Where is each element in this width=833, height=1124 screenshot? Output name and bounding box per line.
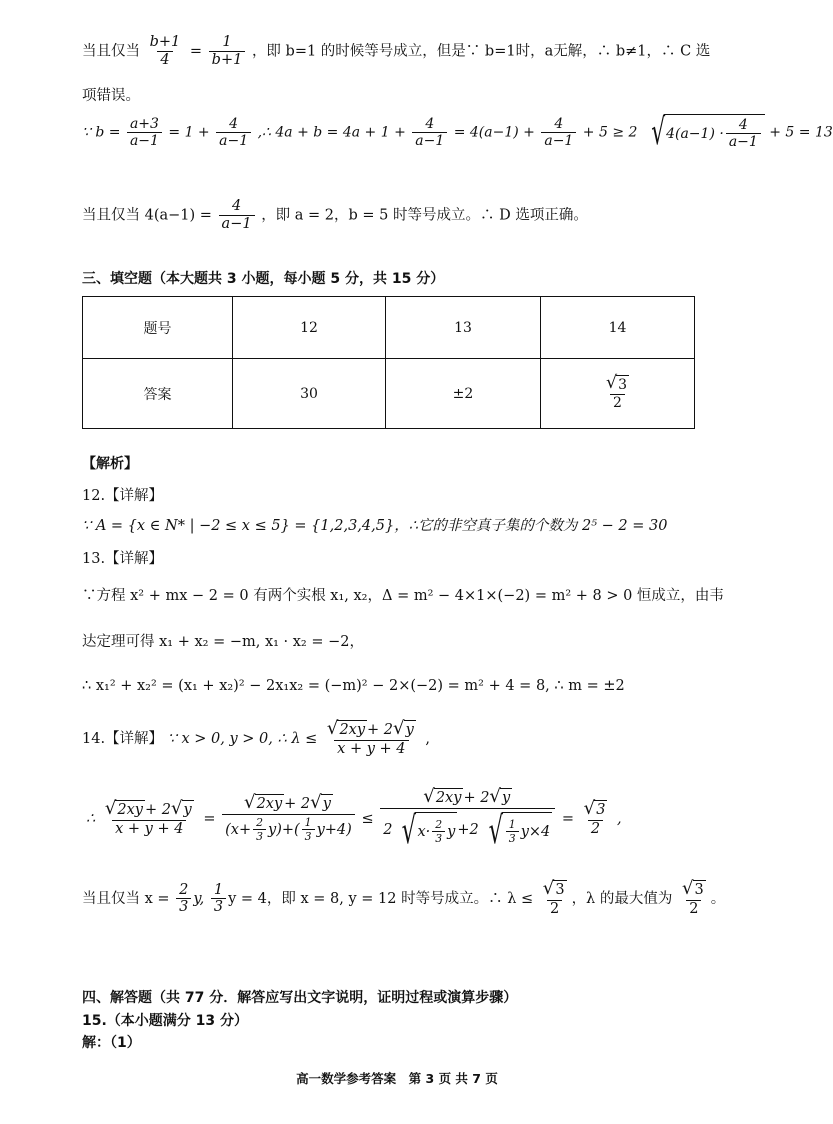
fraction: √ 2xy + 2 √ y 2 √ x· $\frac{2}{3}$ y +2 √ $\frac{1}{3}$ y×4 bbox=[380, 788, 555, 850]
table-cell: 答案 bbox=[83, 359, 233, 429]
equals-sign: = bbox=[203, 810, 216, 827]
problem-12-heading: 12.【详解】 bbox=[82, 488, 164, 504]
denominator: b+1 bbox=[209, 51, 246, 69]
equality-condition-line bbox=[82, 880, 725, 918]
math-segment: + 2 bbox=[284, 796, 311, 812]
problem-13-line-2: 达定理可得 x₁ + x₂ = −m, x₁ · x₂ = −2， bbox=[82, 634, 364, 650]
therefore-sign: ∴ bbox=[86, 810, 96, 827]
table-row bbox=[83, 359, 695, 429]
denominator: a−1 bbox=[219, 215, 255, 233]
radical-sign: √ bbox=[651, 110, 666, 153]
equals-sign: = bbox=[561, 810, 575, 827]
numerator: 4 bbox=[231, 198, 242, 214]
numerator: 4 bbox=[425, 115, 435, 132]
text-line-2: 项错误。 bbox=[82, 88, 140, 104]
fraction bbox=[219, 198, 255, 233]
math-segment: + 2 bbox=[367, 721, 394, 738]
math-segment: y, bbox=[193, 891, 205, 908]
numerator: a+3 bbox=[129, 115, 159, 132]
denominator: 4 bbox=[157, 51, 172, 69]
text-segment: 当且仅当 x = bbox=[82, 891, 170, 908]
denominator: 2 √ x· $\frac{2}{3}$ y +2 √ $\frac{1}{3}$ y×4 bbox=[380, 808, 555, 850]
numerator: 4 bbox=[229, 115, 239, 132]
radicand: 2xy bbox=[339, 722, 366, 738]
math-segment: ∵ x > 0, y > 0, ∴ λ ≤ bbox=[167, 731, 318, 748]
radicand: 2xy bbox=[435, 790, 462, 806]
fraction bbox=[412, 116, 447, 150]
text-line-1 bbox=[82, 34, 710, 69]
table-cell: 题号 bbox=[83, 297, 233, 359]
radicand: 2xy bbox=[256, 796, 283, 813]
analysis-label: 【解析】 bbox=[82, 456, 138, 472]
math-segment: + 5 = 13 bbox=[769, 124, 833, 141]
fraction bbox=[603, 375, 632, 412]
radicand: y bbox=[501, 790, 511, 806]
fraction bbox=[147, 34, 184, 69]
text-segment: 。 bbox=[710, 891, 726, 908]
text-segment: ，即 b=1 的时候等号成立，但是∵ b=1时，a无解，∴ b≠1，∴ C 选 bbox=[251, 43, 711, 60]
answer-table bbox=[82, 296, 695, 429]
fraction bbox=[726, 117, 761, 151]
punctuation: , bbox=[617, 810, 622, 827]
fraction: $\frac{1}{3}$ bbox=[211, 882, 226, 917]
section-heading-solutions: 四、解答题（共 77 分．解答应写出文字说明，证明过程或演算步骤） bbox=[82, 990, 518, 1006]
numerator: b+1 bbox=[149, 34, 181, 50]
text-segment: 当且仅当 4(a−1) = bbox=[82, 207, 212, 224]
problem-14-line-2 bbox=[86, 788, 622, 850]
math-segment: + 2 bbox=[145, 801, 171, 818]
math-segment: = 4(a−1) + bbox=[453, 124, 535, 141]
problem-13-line-1: ∵方程 x² + mx − 2 = 0 有两个实根 x₁, x₂，Δ = m² − 4×1×(−2) = m² + 8 > 0 恒成立，由韦 bbox=[82, 588, 724, 604]
problem-13-line-3: ∴ x₁² + x₂² = (x₁ + x₂)² − 2x₁x₂ = (−m)² − 2×(−2) = m² + 4 = 8, ∴ m = ±2 bbox=[82, 678, 625, 694]
text-segment: y = 4，即 x = 8, y = 12 时等号成立。∴ λ ≤ bbox=[228, 891, 534, 908]
math-segment: + 2 bbox=[463, 789, 490, 806]
math-segment: + 5 ≥ 2 bbox=[582, 124, 638, 141]
solution-label: 解：（1） bbox=[82, 1035, 141, 1051]
denominator: x + y + 4 bbox=[112, 820, 186, 838]
denominator: a−1 bbox=[726, 133, 761, 151]
fraction bbox=[216, 116, 251, 150]
question-15-heading: 15.（本小题满分 13 分） bbox=[82, 1013, 249, 1029]
numerator: 4 bbox=[554, 115, 564, 132]
fraction: √ 2xy + 2 √ y (x+ $\frac{2}{3}$ y)+( $\frac{1}{3}$ y+4) bbox=[222, 794, 355, 843]
section-heading-fill-in: 三、填空题（本大题共 3 小题，每小题 5 分，共 15 分） bbox=[82, 271, 445, 287]
table-cell: 12 bbox=[233, 297, 386, 359]
problem-12-body: ∵ A = {x ∈ N* | −2 ≤ x ≤ 5} = {1,2,3,4,5}，∴它的非空真子集的个数为 2⁵ − 2 = 30 bbox=[82, 518, 668, 534]
table-cell: ±2 bbox=[386, 359, 541, 429]
numerator: 4 bbox=[738, 117, 748, 133]
radicand: y bbox=[322, 796, 331, 813]
square-root bbox=[642, 110, 765, 153]
denominator: 2 bbox=[610, 394, 625, 412]
fraction bbox=[127, 116, 162, 150]
radicand: y bbox=[183, 801, 192, 818]
numerator: 1 bbox=[222, 34, 232, 50]
math-line-3 bbox=[82, 110, 833, 153]
table-cell: 13 bbox=[386, 297, 541, 359]
text-segment: ，即 a = 2，b = 5 时等号成立。∴ D 选项正确。 bbox=[261, 207, 588, 224]
text-line-4 bbox=[82, 198, 588, 233]
math-segment: ,∴ 4a + b = 4a + 1 + bbox=[257, 124, 406, 141]
radicand: 2xy bbox=[117, 801, 143, 818]
denominator: a−1 bbox=[216, 132, 251, 150]
math-segment: = 1 + bbox=[168, 124, 210, 141]
fraction: √ 3 2 bbox=[583, 797, 606, 837]
fraction: $\frac{2}{3}$ bbox=[176, 882, 191, 917]
fraction: √ 2xy + 2 √ y x + y + 4 bbox=[326, 718, 414, 757]
fraction: √ 3 2 bbox=[542, 878, 565, 917]
punctuation: , bbox=[425, 731, 430, 748]
numerator: √ 3 bbox=[605, 373, 628, 393]
table-row bbox=[83, 297, 695, 359]
page-footer: 高一数学参考答案 第 3 页 共 7 页 bbox=[296, 1071, 498, 1086]
radicand: y bbox=[405, 722, 414, 738]
fraction bbox=[541, 116, 576, 150]
table-cell: 14 bbox=[541, 297, 695, 359]
radicand: 4(a−1) · bbox=[666, 125, 724, 142]
text-segment: 当且仅当 bbox=[82, 43, 140, 60]
leq-sign: ≤ bbox=[361, 810, 374, 827]
denominator: a−1 bbox=[541, 132, 576, 150]
fraction bbox=[209, 34, 246, 69]
fraction: √ 3 2 bbox=[681, 878, 704, 917]
problem-14-line-1 bbox=[82, 720, 430, 758]
table-cell: 30 bbox=[233, 359, 386, 429]
denominator: (x+ $\frac{2}{3}$ y)+( $\frac{1}{3}$ y+4) bbox=[222, 814, 355, 844]
denominator: a−1 bbox=[412, 132, 447, 150]
text-segment: ，λ 的最大值为 bbox=[571, 891, 673, 908]
problem-14-heading: 14.【详解】 bbox=[82, 731, 164, 748]
fraction: √ 2xy + 2 √ y x + y + 4 bbox=[104, 797, 192, 837]
equals-sign: = bbox=[189, 43, 203, 60]
table-cell bbox=[541, 359, 695, 429]
problem-13-heading: 13.【详解】 bbox=[82, 551, 164, 567]
denominator: a−1 bbox=[127, 132, 162, 150]
math-segment: ∵ b = bbox=[82, 124, 121, 141]
denominator: x + y + 4 bbox=[334, 740, 408, 758]
